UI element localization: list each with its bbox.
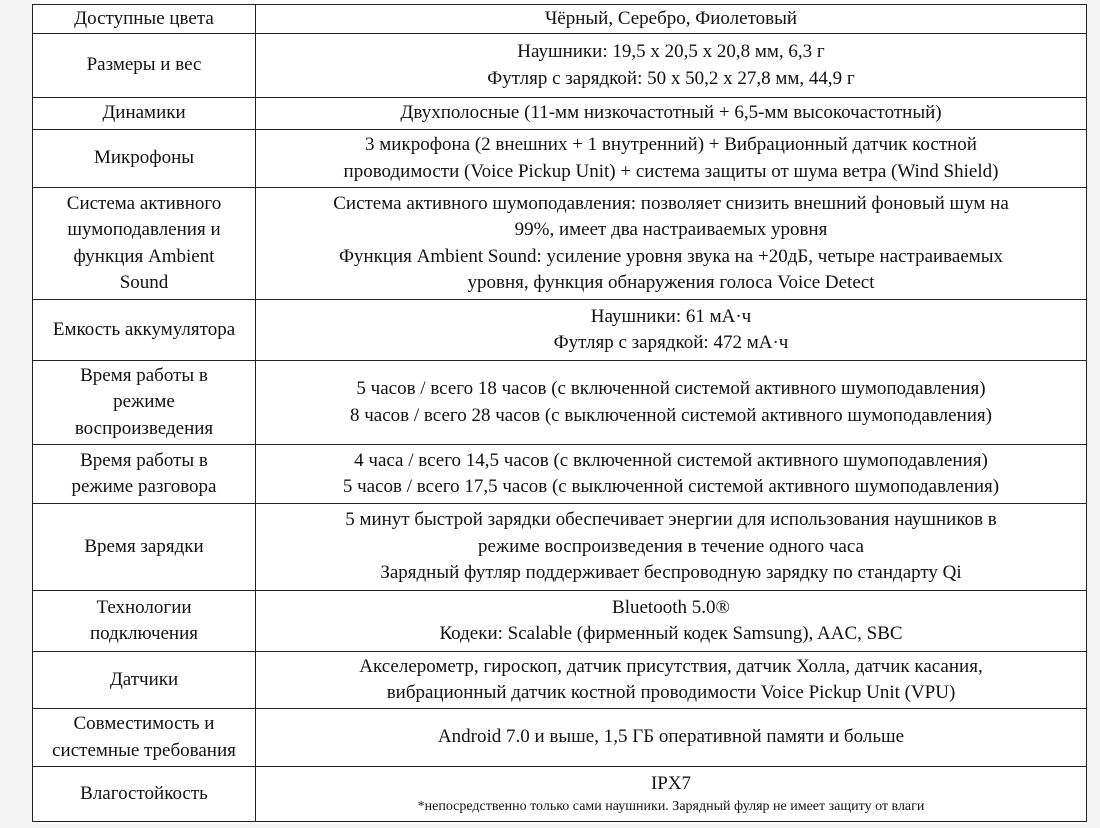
table-row [33,445,1087,504]
spec-label-playback-time: Время работы в режиме воспроизведения [33,361,256,445]
table-row [33,34,1087,98]
spec-label-dimensions: Размеры и вес [33,34,256,98]
spec-value-colors: Чёрный, Серебро, Фиолетовый [256,5,1087,34]
spec-value-microphones: 3 микрофона (2 внешних + 1 внутренний) + Вибрационный датчик костной проводимости (Voice Pickup Unit) + система защиты от шума ветра (Wind Shield) [256,130,1087,188]
table-row [33,591,1087,652]
spec-value-anc: Система активного шумоподавления: позволяет снизить внешний фоновый шум на 99%, имеет два настраиваемых уровня Функция Ambient Sound: усиление уровня звука на +20дБ, четыре настраиваемых уровня, функция обнаружения голоса Voice Detect [256,188,1087,300]
spec-value-talk-time: 4 часа / всего 14,5 часов (с включенной системой активного шумоподавления) 5 часов / всего 17,5 часов (с выключенной системой активного шумоподавления) [256,445,1087,504]
spec-label-microphones: Микрофоны [33,130,256,188]
spec-label-compatibility: Совместимость и системные требования [33,709,256,767]
spec-value-dimensions: Наушники: 19,5 х 20,5 х 20,8 мм, 6,3 г Футляр с зарядкой: 50 х 50,2 х 27,8 мм, 44,9 г [256,34,1087,98]
spec-label-anc: Система активного шумоподавления и функция Ambient Sound [33,188,256,300]
table-row [33,709,1087,767]
spec-label-talk-time: Время работы в режиме разговора [33,445,256,504]
spec-value-connectivity: Bluetooth 5.0® Кодеки: Scalable (фирменный кодек Samsung), AAC, SBC [256,591,1087,652]
table-row [33,130,1087,188]
spec-value-playback-time: 5 часов / всего 18 часов (с включенной системой активного шумоподавления) 8 часов / всего 28 часов (с выключенной системой активного шумоподавления) [256,361,1087,445]
spec-label-sensors: Датчики [33,652,256,709]
spec-value-compatibility: Android 7.0 и выше, 1,5 ГБ оперативной памяти и больше [256,709,1087,767]
table-row [33,5,1087,34]
specifications-table [32,4,1087,822]
spec-label-speakers: Динамики [33,98,256,130]
table-row [33,300,1087,361]
table-row [33,767,1087,822]
table-row [33,188,1087,300]
table-row [33,98,1087,130]
spec-label-colors: Доступные цвета [33,5,256,34]
spec-value-charging-time: 5 минут быстрой зарядки обеспечивает энергии для использования наушников в режиме воспроизведения в течение одного часа Зарядный футляр поддерживает беспроводную зарядку по стандарту Qi [256,504,1087,591]
table-row [33,652,1087,709]
spec-label-battery: Емкость аккумулятора [33,300,256,361]
spec-value-speakers: Двухполосные (11-мм низкочастотный + 6,5-мм высокочастотный) [256,98,1087,130]
spec-label-water-resistance: Влагостойкость [33,767,256,822]
spec-label-charging-time: Время зарядки [33,504,256,591]
table-row [33,504,1087,591]
footnote: *непосредственно только сами наушники. Зарядный фуляр не имеет защиту от влаги [417,799,925,815]
spec-value-battery: Наушники: 61 мА·ч Футляр с зарядкой: 472 мА·ч [256,300,1087,361]
spec-value-sensors: Акселерометр, гироскоп, датчик присутствия, датчик Холла, датчик касания, вибрационный датчик костной проводимости Voice Pickup Unit (VPU) [256,652,1087,709]
table-row [33,361,1087,445]
spec-label-connectivity: Технологии подключения [33,591,256,652]
spec-value-water-resistance: IPX7 *непосредственно только сами наушники. Зарядный фуляр не имеет защиту от влаги [256,767,1087,822]
